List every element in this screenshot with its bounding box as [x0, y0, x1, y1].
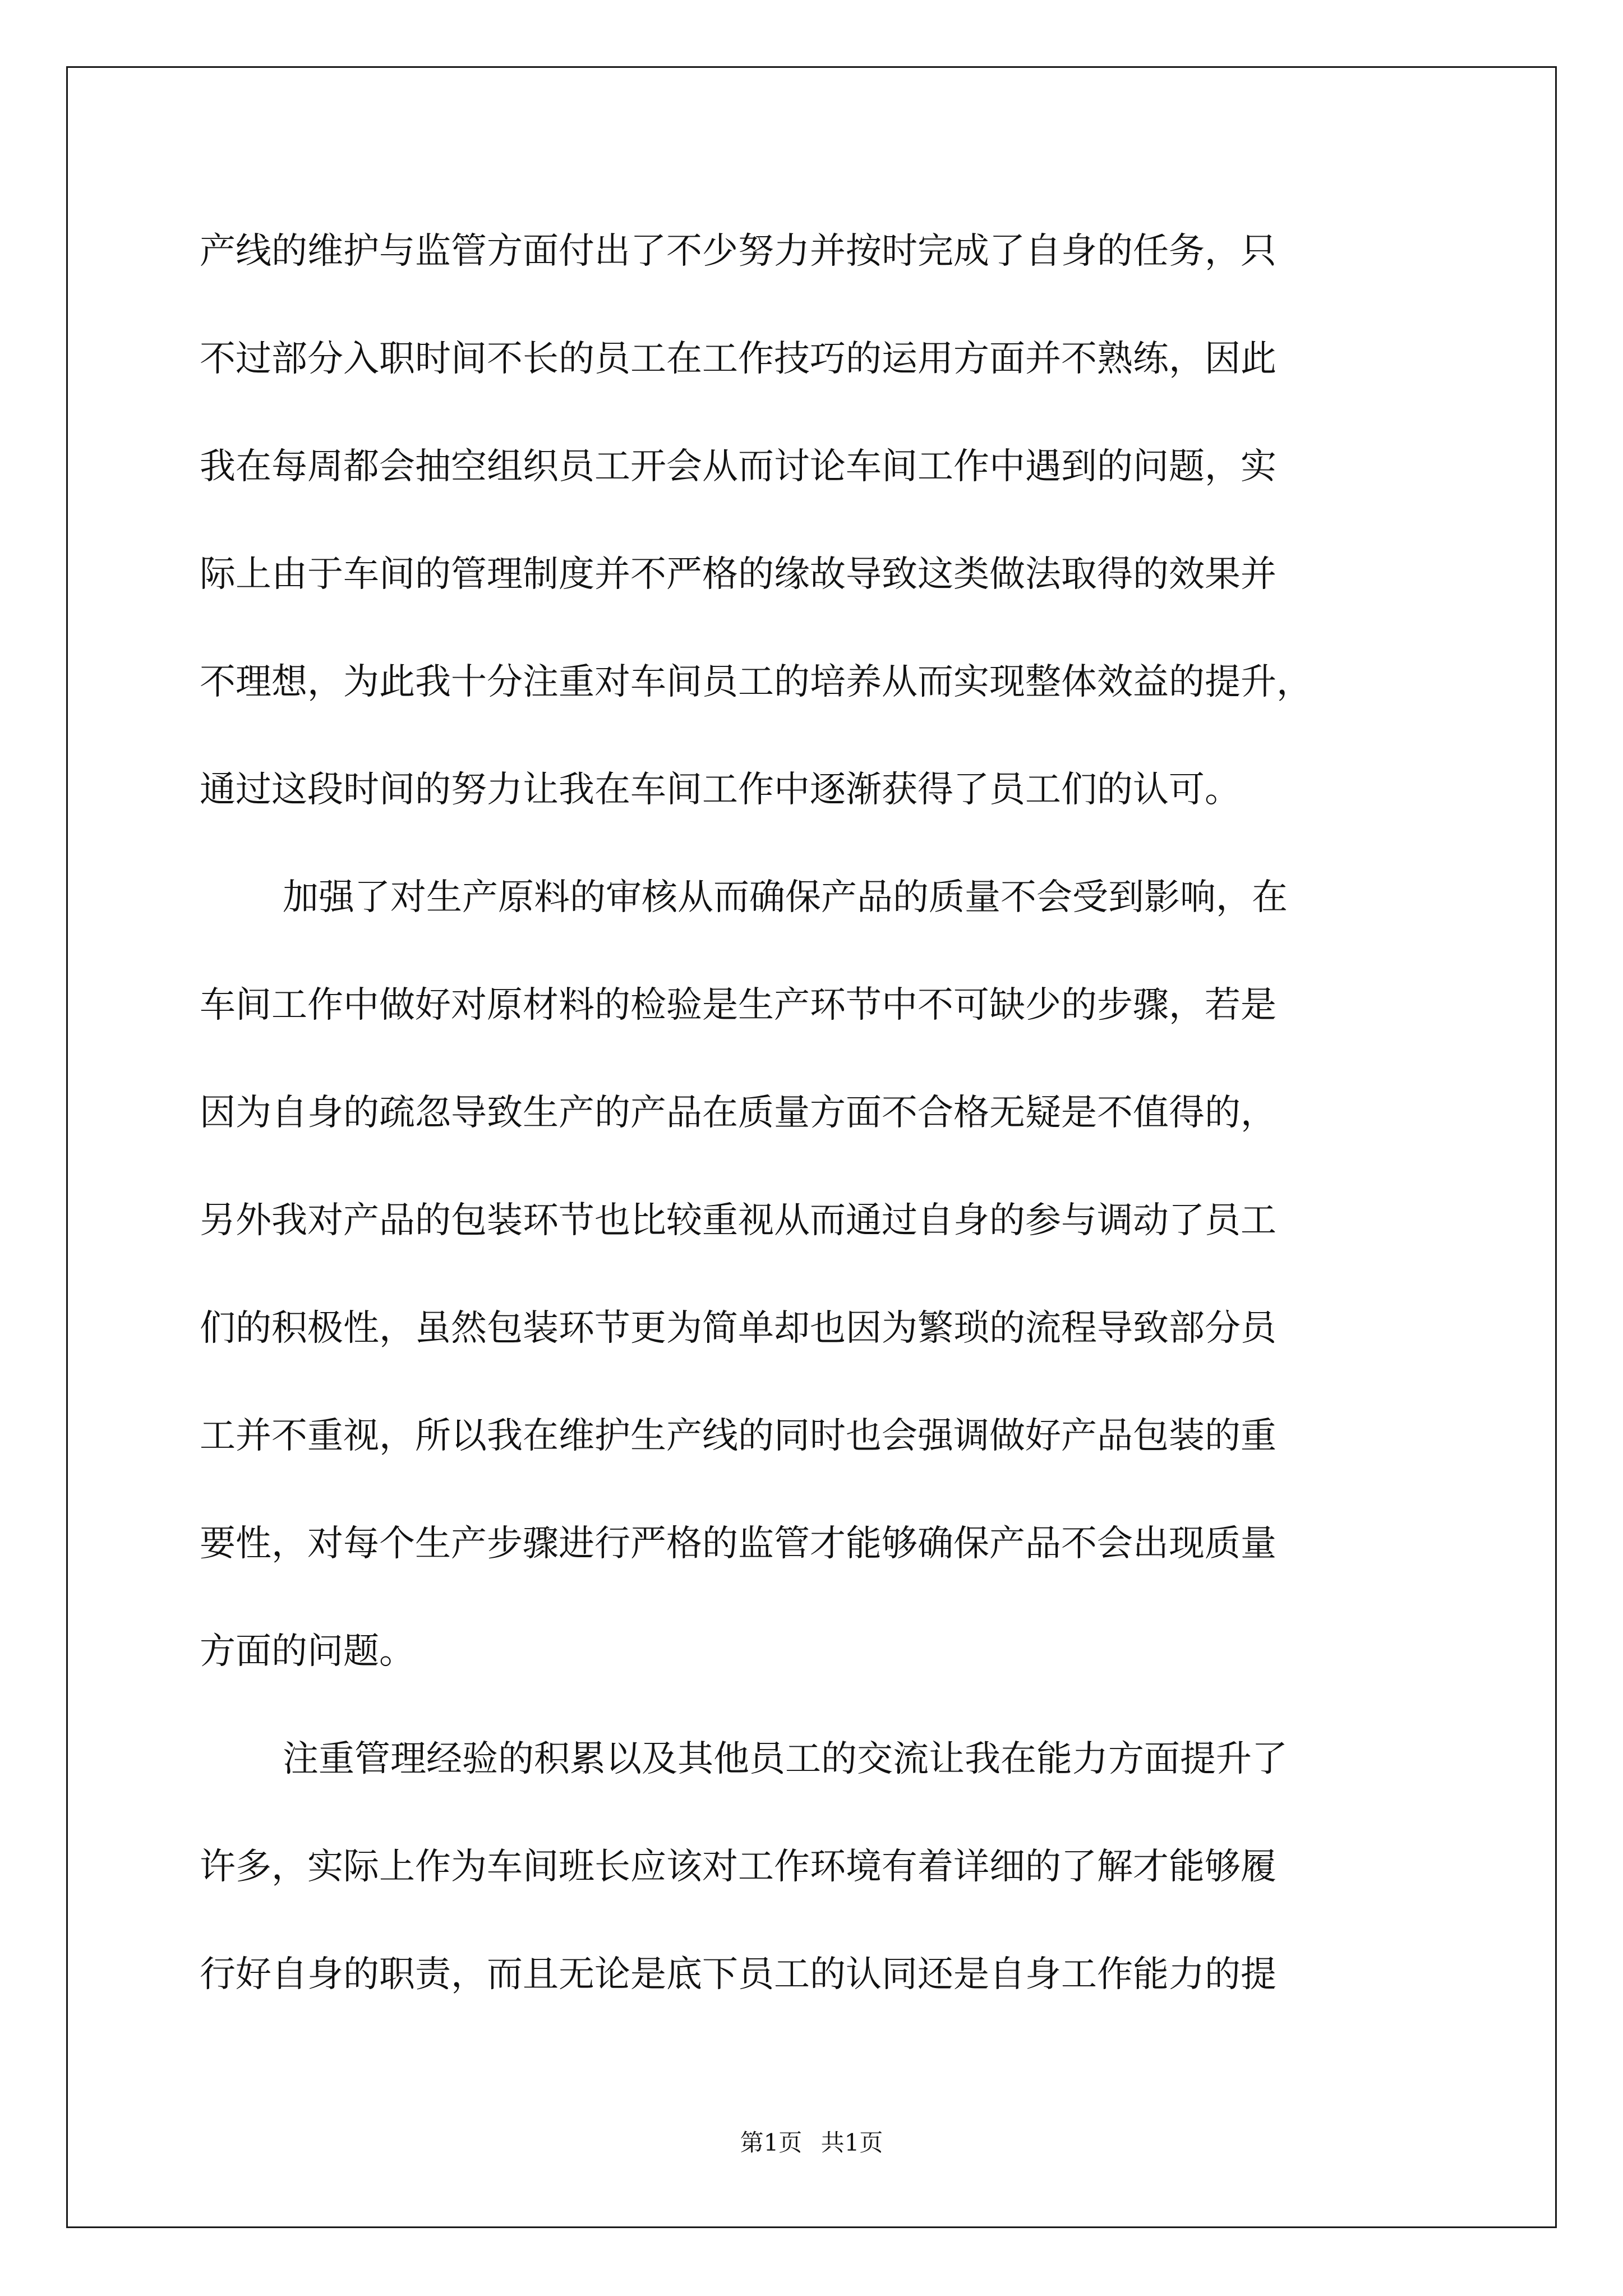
page-footer [0, 2127, 1623, 2159]
text-line: 另外我对产品的包装环节也比较重视从而通过自身的参与调动了员工 [200, 1200, 1276, 1241]
page-number-current: 第1页 [740, 2129, 803, 2156]
paragraph-start-line: 注重管理经验的积累以及其他员工的交流让我在能力方面提升了 [283, 1738, 1288, 1780]
text-line: 产线的维护与监管方面付出了不少努力并按时完成了自身的任务，只 [200, 231, 1276, 272]
text-line: 不理想，为此我十分注重对车间员工的培养从而实现整体效益的提升， [200, 661, 1312, 703]
text-line: 我在每周都会抽空组织员工开会从而讨论车间工作中遇到的问题，实 [200, 446, 1276, 487]
paragraph-start-line: 加强了对生产原料的审核从而确保产品的质量不会受到影响，在 [283, 877, 1288, 918]
text-line: 行好自身的职责，而且无论是底下员工的认同还是自身工作能力的提 [200, 1954, 1276, 1995]
document-body [200, 197, 1433, 2028]
text-line: 车间工作中做好对原材料的检验是生产环节中不可缺少的步骤，若是 [200, 984, 1276, 1026]
page-number-total: 共1页 [820, 2129, 883, 2156]
text-line: 通过这段时间的努力让我在车间工作中逐渐获得了员工们的认可。 [200, 769, 1241, 811]
text-line: 不过部分入职时间不长的员工在工作技巧的运用方面并不熟练，因此 [200, 338, 1276, 380]
text-line: 方面的问题。 [200, 1631, 415, 1672]
text-line: 工并不重视，所以我在维护生产线的同时也会强调做好产品包装的重 [200, 1415, 1276, 1457]
text-line: 们的积极性，虽然包装环节更为简单却也因为繁琐的流程导致部分员 [200, 1308, 1276, 1349]
text-line: 际上由于车间的管理制度并不严格的缘故导致这类做法取得的效果并 [200, 554, 1276, 595]
text-line: 要性，对每个生产步骤进行严格的监管才能够确保产品不会出现质量 [200, 1523, 1276, 1565]
text-line: 许多，实际上作为车间班长应该对工作环境有着详细的了解才能够履 [200, 1846, 1276, 1888]
text-line: 因为自身的疏忽导致生产的产品在质量方面不合格无疑是不值得的， [200, 1092, 1276, 1134]
